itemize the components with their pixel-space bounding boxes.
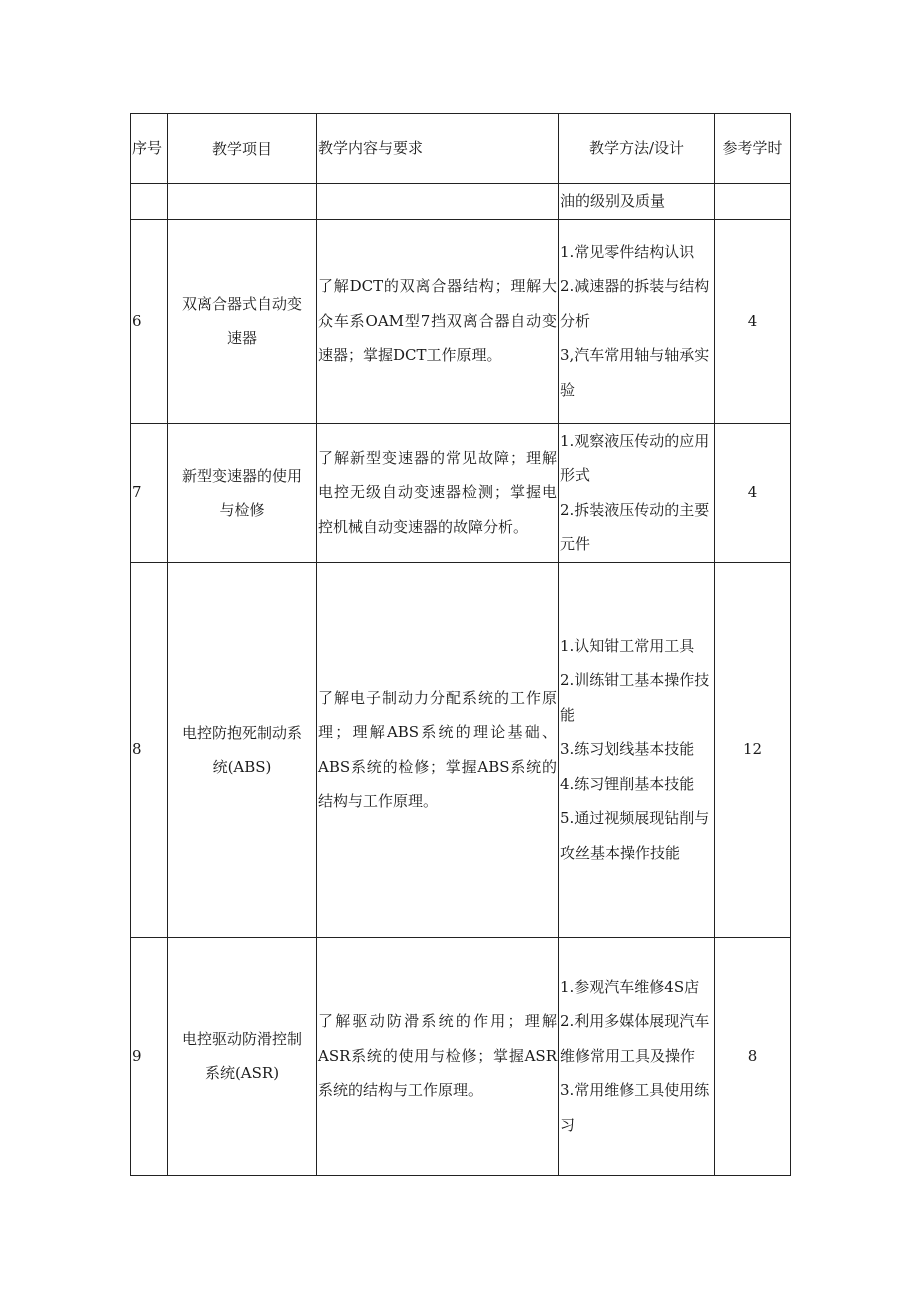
cell-content: 了解电子制动力分配系统的工作原理；理解ABS系统的理论基础、ABS系统的检修；掌握ABS系统的结构与工作原理。 (317, 562, 559, 937)
cell-content (317, 184, 559, 220)
cell-content: 了解新型变速器的常见故障；理解电控无级自动变速器检测；掌握电控机械自动变速器的故障分析。 (317, 423, 559, 562)
cell-project: 电控驱动防滑控制系统(ASR) (168, 937, 317, 1175)
header-content: 教学内容与要求 (317, 114, 559, 184)
cell-no: 9 (131, 937, 168, 1175)
header-project: 教学项目 (168, 114, 317, 184)
cell-method (559, 562, 715, 937)
cell-project: 新型变速器的使用与检修 (168, 423, 317, 562)
cell-no: 6 (131, 219, 168, 423)
header-method: 教学方法/设计 (559, 114, 715, 184)
table-header-row (131, 114, 791, 184)
header-hours: 参考学时 (715, 114, 791, 184)
table-row (131, 937, 791, 1175)
table-row (131, 562, 791, 937)
cell-project: 双离合器式自动变速器 (168, 219, 317, 423)
method-item: 2.拆装液压传动的主要元件 (560, 500, 710, 553)
method-item: 3,汽车常用轴与轴承实验 (560, 346, 710, 399)
cell-no: 8 (131, 562, 168, 937)
cell-method (559, 219, 715, 423)
cell-content: 了解DCT的双离合器结构；理解大众车系OAM型7挡双离合器自动变速器；掌握DCT工作原理。 (317, 219, 559, 423)
cell-project: 电控防抱死制动系统(ABS) (168, 562, 317, 937)
method-item: 5.通过视频展现钻削与攻丝基本操作技能 (560, 809, 710, 862)
cell-hours (715, 184, 791, 220)
table-row-continued (131, 184, 791, 220)
method-item: 1.观察液压传动的应用形式 (560, 431, 710, 484)
method-item: 4.练习锂削基本技能 (560, 774, 695, 793)
method-item: 2.利用多媒体展现汽车维修常用工具及操作 (560, 1012, 710, 1065)
table-row (131, 423, 791, 562)
cell-project (168, 184, 317, 220)
method-item: 2.减速器的拆装与结构分析 (560, 277, 710, 330)
method-item: 2.训练钳工基本操作技能 (560, 671, 710, 724)
method-item: 1.认知钳工常用工具 (560, 636, 695, 655)
cell-content: 了解驱动防滑系统的作用；理解ASR系统的使用与检修；掌握ASR系统的结构与工作原理。 (317, 937, 559, 1175)
method-item: 3.常用维修工具使用练习 (560, 1081, 710, 1134)
cell-hours: 12 (715, 562, 791, 937)
cell-no (131, 184, 168, 220)
method-item: 3.练习划线基本技能 (560, 740, 695, 759)
cell-method (559, 937, 715, 1175)
cell-method (559, 423, 715, 562)
cell-hours: 4 (715, 219, 791, 423)
header-no: 序号 (131, 114, 168, 184)
cell-no: 7 (131, 423, 168, 562)
method-item: 1.参观汽车维修4S店 (560, 977, 700, 996)
cell-hours: 8 (715, 937, 791, 1175)
table-row (131, 219, 791, 423)
cell-method: 油的级别及质量 (559, 184, 715, 220)
method-item: 1.常见零件结构认识 (560, 242, 695, 261)
teaching-plan-table (130, 113, 791, 1176)
cell-hours: 4 (715, 423, 791, 562)
